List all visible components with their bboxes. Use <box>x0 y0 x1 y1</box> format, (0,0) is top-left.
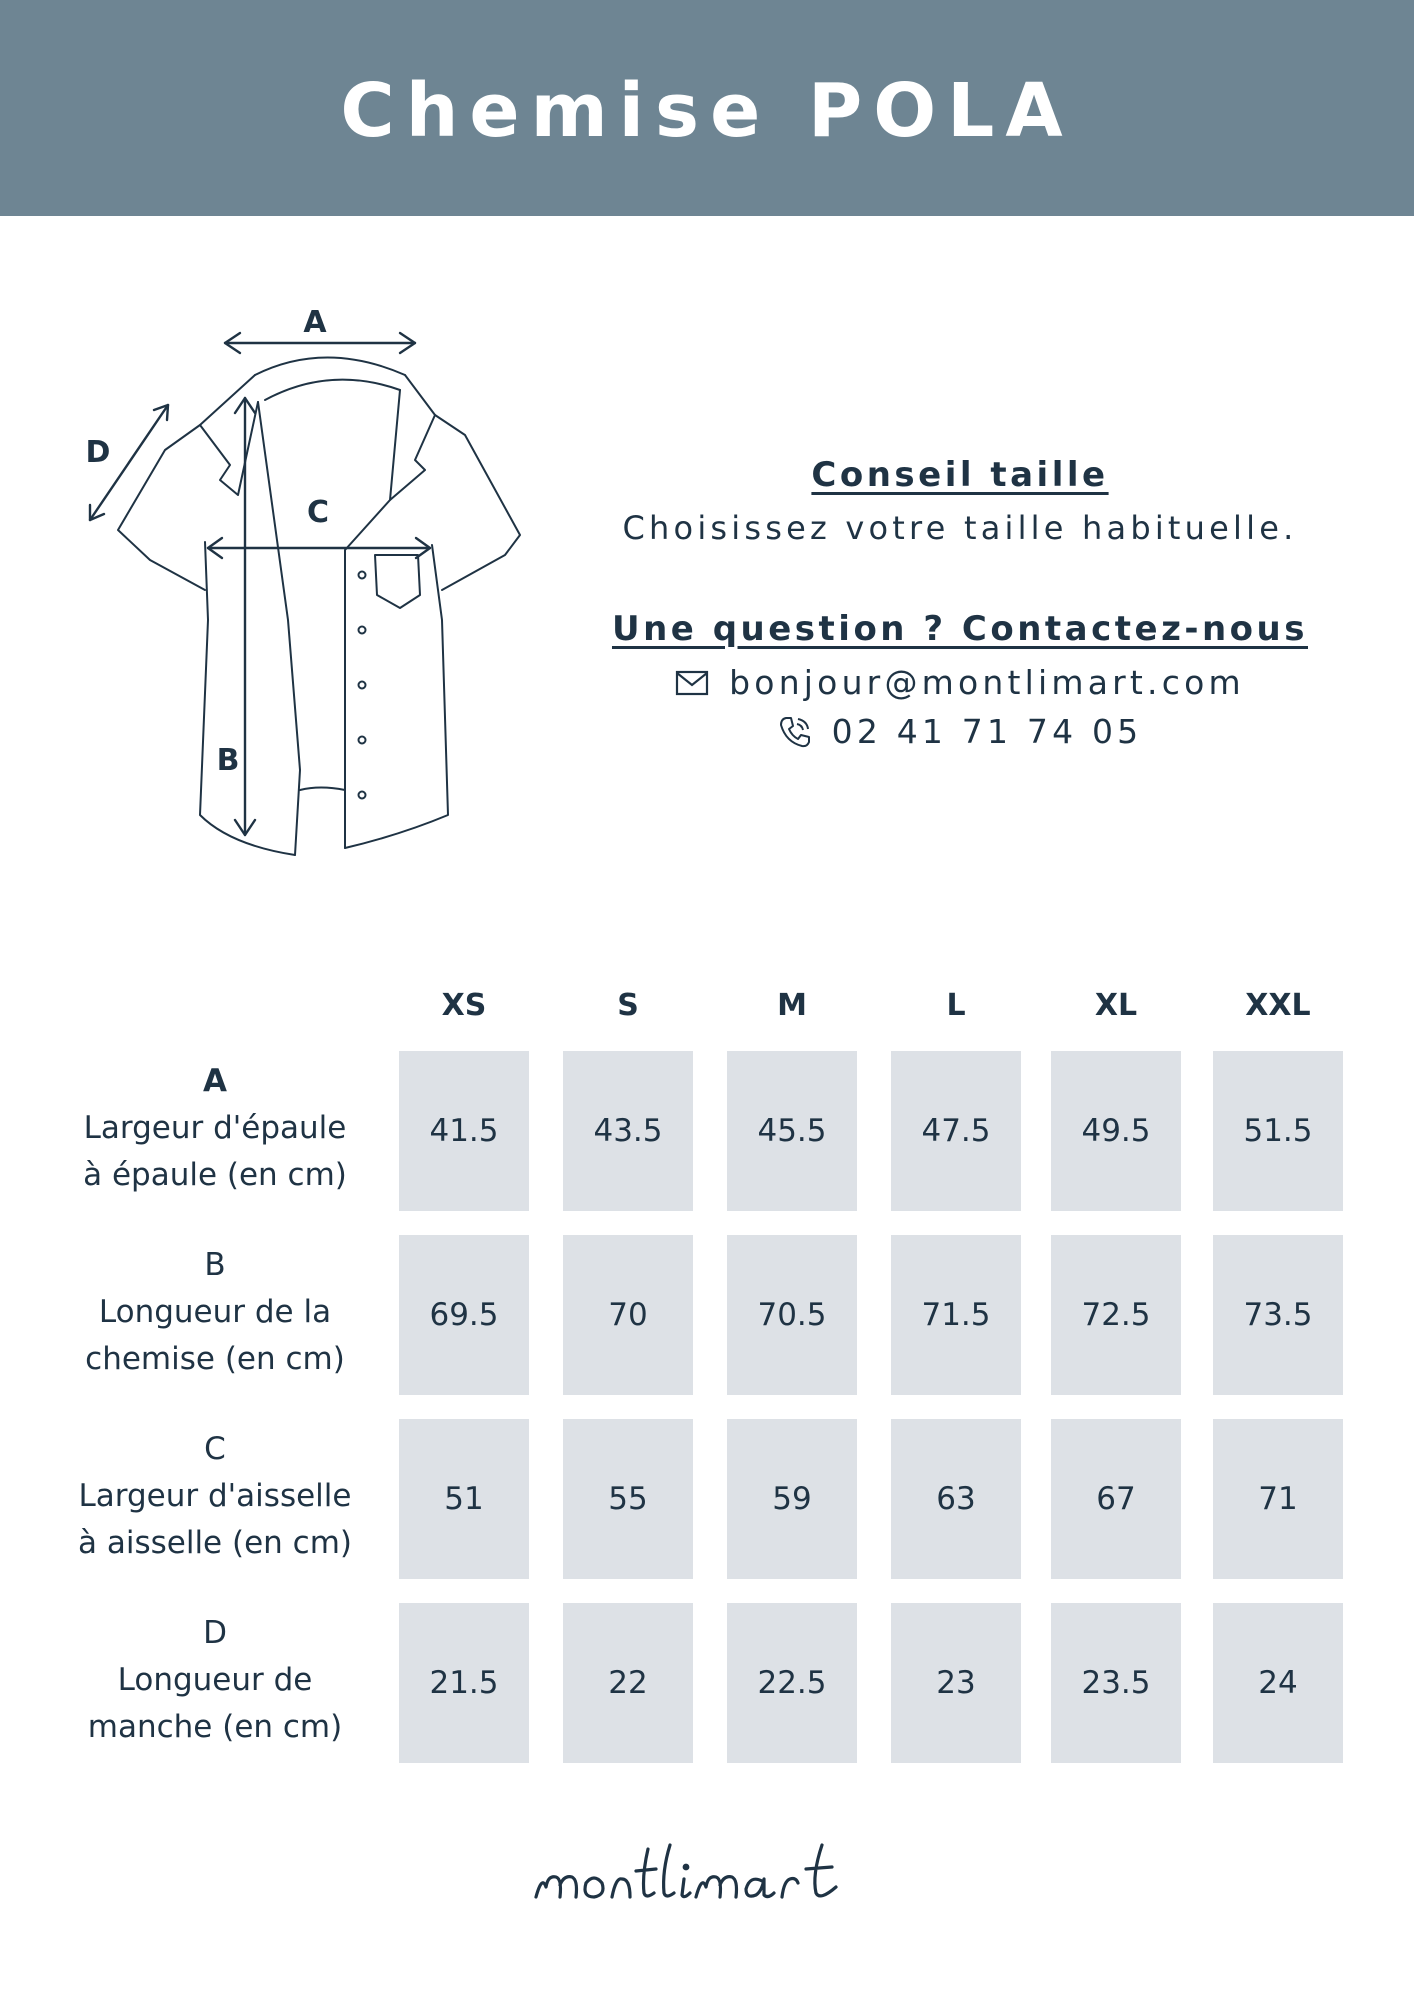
diagram-label-b: B <box>216 743 240 778</box>
row-description: Largeur d'aisselle à aisselle (en cm) <box>78 1478 352 1561</box>
contact-phone[interactable]: 02 41 71 74 05 <box>831 712 1143 751</box>
table-cell: 71 <box>1213 1419 1343 1579</box>
row-letter: D <box>203 1615 227 1651</box>
row-description: Longueur de manche (en cm) <box>87 1662 343 1745</box>
header-banner <box>0 0 1414 216</box>
column-header-xxl: XXL <box>1245 988 1311 1023</box>
column-header-xs: XS <box>441 988 487 1023</box>
diagram-label-a: A <box>303 305 327 340</box>
diagram-label-d: D <box>85 435 111 470</box>
row-description: Longueur de la chemise (en cm) <box>85 1294 345 1377</box>
table-cell: 23.5 <box>1051 1603 1181 1763</box>
table-cell: 72.5 <box>1051 1235 1181 1395</box>
table-cell: 43.5 <box>563 1051 693 1211</box>
table-cell: 69.5 <box>399 1235 529 1395</box>
shirt-diagram <box>70 290 540 870</box>
table-cell: 63 <box>891 1419 1021 1579</box>
table-cell: 22 <box>563 1603 693 1763</box>
table-cell: 22.5 <box>727 1603 857 1763</box>
column-header-m: M <box>777 988 807 1023</box>
table-cell: 70.5 <box>727 1235 857 1395</box>
table-cell: 47.5 <box>891 1051 1021 1211</box>
row-label-c <box>50 1426 380 1567</box>
row-label-d <box>50 1610 380 1751</box>
table-cell: 73.5 <box>1213 1235 1343 1395</box>
row-label-a <box>50 1058 380 1199</box>
table-cell: 49.5 <box>1051 1051 1181 1211</box>
row-description: Largeur d'épaule à épaule (en cm) <box>83 1110 347 1193</box>
row-label-b <box>50 1242 380 1383</box>
table-cell: 45.5 <box>727 1051 857 1211</box>
table-cell: 51.5 <box>1213 1051 1343 1211</box>
table-cell: 24 <box>1213 1603 1343 1763</box>
info-block <box>600 455 1320 751</box>
table-cell: 59 <box>727 1419 857 1579</box>
contact-title: Une question ? Contactez-nous <box>611 609 1308 649</box>
page-title: Chemise POLA <box>340 68 1074 154</box>
column-header-xl: XL <box>1094 988 1138 1023</box>
column-header-l: L <box>946 988 966 1023</box>
contact-email[interactable]: bonjour@montlimart.com <box>729 663 1245 702</box>
row-letter: B <box>204 1247 226 1283</box>
table-cell: 23 <box>891 1603 1021 1763</box>
contact-email-row[interactable] <box>600 663 1320 702</box>
phone-icon <box>778 715 812 749</box>
table-cell: 67 <box>1051 1419 1181 1579</box>
brand-logo <box>530 1835 890 1925</box>
table-cell: 55 <box>563 1419 693 1579</box>
diagram-label-c: C <box>306 495 330 530</box>
table-cell: 21.5 <box>399 1603 529 1763</box>
table-cell: 41.5 <box>399 1051 529 1211</box>
size-advice-text: Choisissez votre taille habituelle. <box>622 509 1298 547</box>
size-advice-title: Conseil taille <box>811 455 1109 495</box>
contact-phone-row[interactable] <box>600 712 1320 751</box>
table-cell: 51 <box>399 1419 529 1579</box>
row-letter: C <box>204 1431 226 1467</box>
envelope-icon <box>675 670 709 696</box>
table-cell: 71.5 <box>891 1235 1021 1395</box>
table-cell: 70 <box>563 1235 693 1395</box>
column-header-s: S <box>617 988 639 1023</box>
row-letter: A <box>203 1063 227 1099</box>
